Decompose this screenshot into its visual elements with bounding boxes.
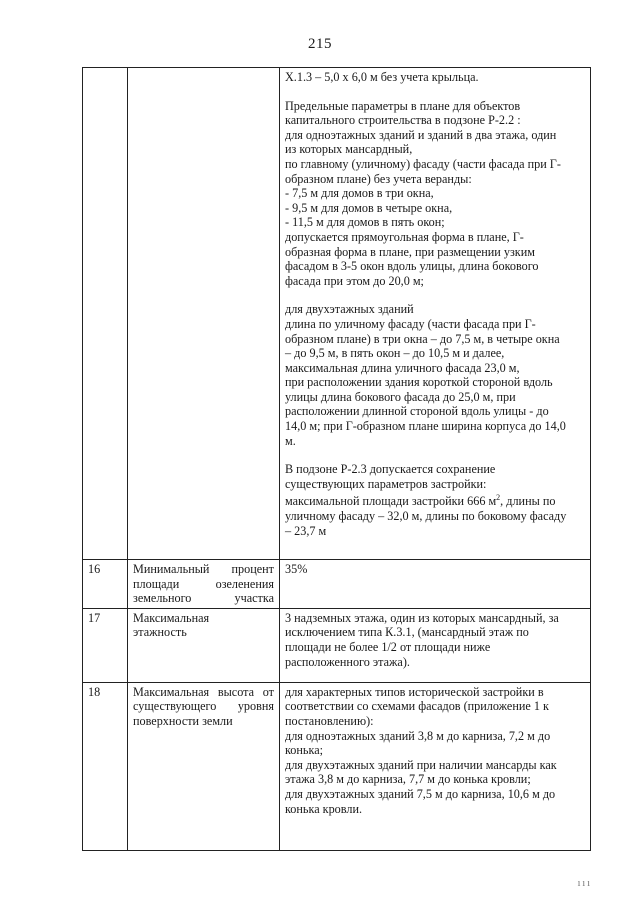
text-line: В подзоне Р-2.3 допускается сохранение [285,462,496,477]
text-line: улицы длина бокового фасада до 25,0 м, при [285,389,516,404]
text-line: - 11,5 м для домов в пять окон; [285,215,445,230]
parameter-value-cell [280,68,591,560]
row-number: 18 [83,682,128,850]
area-line: максимальной площади застройки 666 $м^2$, длины по [285,493,556,509]
text-line: образном плане) без учета веранды: [285,171,472,186]
text-line: для двухэтажных зданий 7,5 м до карниза, 10,6 м до [285,786,556,801]
text-line: длина по уличному фасаду (части фасада при Г- [285,316,536,331]
regulations-table [82,67,591,851]
table-row [83,560,591,609]
name-line: площади озеленения [133,576,274,591]
table-row [83,608,591,682]
text-line: для двухэтажных зданий при наличии мансарды как [285,757,557,772]
text-line: – до 9,5 м, в пять окон – до 10,5 м и далее, [285,346,505,361]
paragraph-gap [285,85,585,99]
parameter-name-cell [128,68,280,560]
page-number: 215 [308,36,332,52]
text-line: по главному (уличному) фасаду (части фасада при Г- [285,156,561,171]
parameter-name [128,608,280,682]
text-line: соответствии со схемами фасадов (приложение 1 к [285,699,549,714]
text-line: площади не более 1/2 от площади ниже [285,639,491,654]
text-line: Предельные параметры в плане для объектов [285,98,521,113]
text-line: максимальная длина уличного фасада 23,0 м, [285,360,520,375]
row-number: 17 [83,608,128,682]
text-line: постановлению): [285,713,374,728]
text-line: для одноэтажных зданий и зданий в два этажа, один [285,127,557,142]
name-line: Минимальный процент [133,562,274,576]
text-line: расположении длинной стороной вдоль улицы - до [285,404,549,419]
value-text-tail [285,509,585,538]
text-line: из которых мансардный, [285,142,413,157]
text-line: для одноэтажных зданий 3,8 м до карниза, 7,2 м до [285,728,551,743]
text-line: капитального строительства в подзоне Р-2.2 : [285,113,521,128]
text-line: для двухэтажных зданий [285,302,414,317]
text-line: для характерных типов исторической застройки в [285,684,544,699]
text-line: м. [285,433,296,448]
text-line: 35% [285,562,308,576]
text-line: образном плане) в три окна – до 7,5 м, в четыре окна [285,331,560,346]
row-number-cell [83,68,128,560]
name-line: этажность [133,625,187,640]
paragraph-gap [285,448,585,462]
text-line: 3 надземных этажа, один из которых мансардный, за [285,610,559,625]
name-line: земельного участка [133,591,274,606]
text-line: конька кровли. [285,801,363,816]
text-line: фасадом в 3-5 окон вдоль улицы, длина бокового [285,259,539,274]
name-line: поверхности земли [133,713,233,728]
table-row [83,68,591,560]
text-line: - 9,5 м для домов в четыре окна, [285,200,453,215]
text-line: - 7,5 м для домов в три окна, [285,186,434,201]
text-line: уличному фасаду – 32,0 м, длины по боковому фасаду [285,509,567,524]
text-line: 14,0 м; при Г-образном плане ширина корпуса до 14,0 [285,419,566,434]
scan-mark: ııı [577,878,592,889]
text-line: расположенного этажа). [285,654,410,669]
text-line: Х.1.3 – 5,0 х 6,0 м без учета крыльца. [285,70,479,84]
name-line: Максимальная [133,610,210,625]
text-line: – 23,7 м [285,523,327,538]
text-line: образная форма в плане, при размещении узким [285,244,535,259]
text-line: исключением типа К.3.1, (мансардный этаж по [285,625,529,640]
row-number: 16 [83,560,128,609]
text-line: при расположении здания короткой стороной вдоль [285,375,553,390]
parameter-value [280,608,591,682]
text-line: допускается прямоугольная форма в плане, Г- [285,229,524,244]
text-line: этажа 3,8 м до карниза, 7,7 м до конька кровли; [285,772,531,787]
table-row [83,682,591,850]
parameter-value [280,682,591,850]
parameter-name [128,682,280,850]
name-line: Максимальная высота от [133,684,274,699]
text-line: конька; [285,743,324,758]
parameter-value [280,560,591,609]
name-line: существующего уровня [133,699,274,714]
value-text [285,70,585,491]
parameter-name [128,560,280,609]
text-line: фасада при этом до 20,0 м; [285,273,424,288]
text-line: существующих параметров застройки: [285,476,487,491]
paragraph-gap [285,288,585,302]
